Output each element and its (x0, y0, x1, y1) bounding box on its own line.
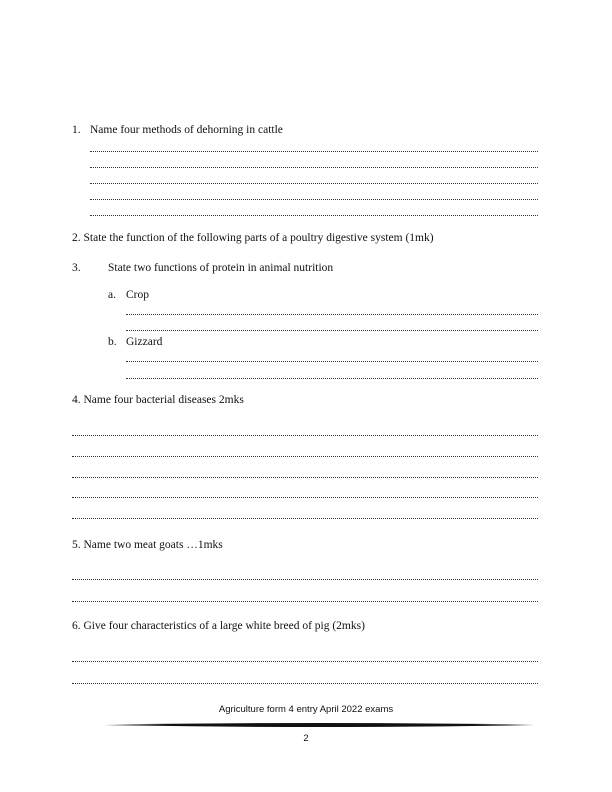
q1-answer-line-2[interactable] (90, 167, 538, 168)
q3a-answer-line-1[interactable] (126, 314, 538, 315)
q1-answer-line-5[interactable] (90, 215, 538, 216)
q3b-label: Gizzard (126, 336, 163, 348)
q1-number: 1. (72, 124, 81, 136)
q3a-answer-line-2[interactable] (126, 330, 538, 331)
q6-answer-line-2[interactable] (72, 683, 538, 684)
q4-answer-line-4[interactable] (72, 497, 538, 498)
q4-answer-line-3[interactable] (72, 477, 538, 478)
q3b-letter: b. (108, 336, 117, 348)
q1-answer-line-4[interactable] (90, 199, 538, 200)
q5-answer-line-2[interactable] (72, 601, 538, 602)
q4-answer-line-2[interactable] (72, 456, 538, 457)
q5-answer-line-1[interactable] (72, 579, 538, 580)
q3-text: State two functions of protein in animal nutrition (108, 262, 334, 274)
footer-divider (104, 722, 534, 728)
q6-text: 6. Give four characteristics of a large white breed of pig (2mks) (72, 620, 365, 632)
q3b-answer-line-2[interactable] (126, 378, 538, 379)
q3a-label: Crop (126, 289, 149, 301)
q5-text: 5. Name two meat goats …1mks (72, 539, 223, 551)
q2-text: 2. State the function of the following parts of a poultry digestive system (1mk) (72, 232, 434, 244)
q3-number: 3. (72, 262, 81, 274)
footer-title: Agriculture form 4 entry April 2022 exams (218, 704, 394, 715)
q4-answer-line-5[interactable] (72, 518, 538, 519)
q3b-answer-line-1[interactable] (126, 361, 538, 362)
q4-text: 4. Name four bacterial diseases 2mks (72, 394, 244, 406)
q1-answer-line-1[interactable] (90, 151, 538, 152)
q1-answer-line-3[interactable] (90, 183, 538, 184)
q3a-letter: a. (108, 289, 116, 301)
q6-answer-line-1[interactable] (72, 661, 538, 662)
q1-text: Name four methods of dehorning in cattle (90, 124, 283, 136)
q4-answer-line-1[interactable] (72, 435, 538, 436)
page-number: 2 (303, 733, 309, 744)
